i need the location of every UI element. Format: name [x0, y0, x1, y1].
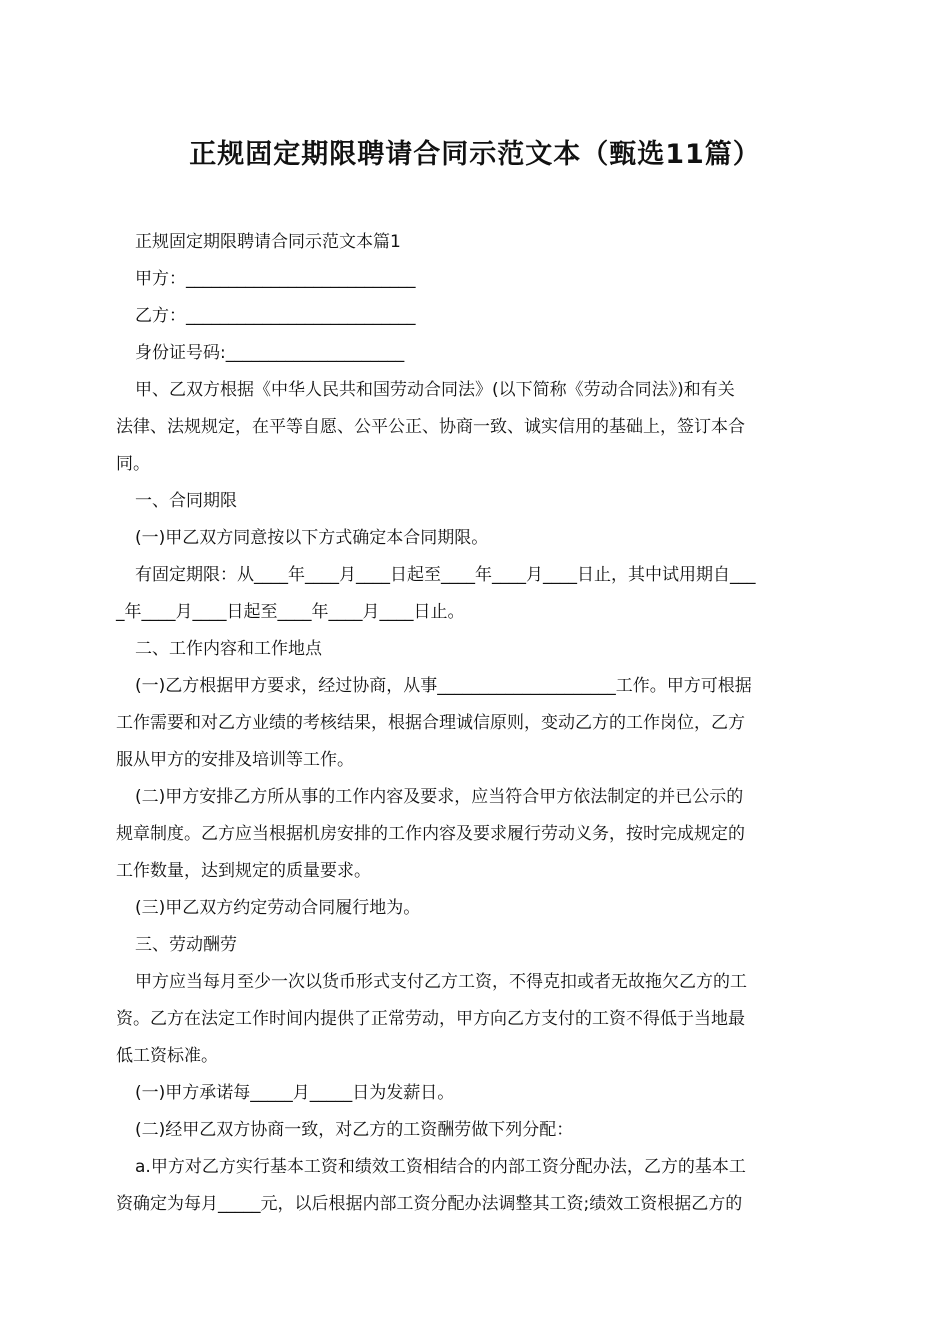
party-b-field: 乙方：___________________________ — [135, 306, 416, 326]
clause-3-2: (二)经甲乙双方协商一致，对乙方的工资酬劳做下列分配： — [135, 1120, 574, 1140]
clause-heading-2: 二、工作内容和工作地点 — [135, 639, 322, 659]
document-title: 正规固定期限聘请合同示范文本（甄选11篇） — [189, 139, 761, 170]
id-number-field: 身份证号码:_____________________ — [135, 343, 405, 363]
clause-3-1: (一)甲方承诺每_____月_____日为发薪日。 — [135, 1083, 455, 1103]
document-body — [116, 224, 836, 1223]
clause-1-1: (一)甲乙双方同意按以下方式确定本合同期限。 — [135, 528, 489, 548]
clause-heading-3: 三、劳动酬劳 — [135, 935, 237, 955]
preamble-paragraph: 甲、乙双方根据《中华人民共和国劳动合同法》(以下简称《劳动合同法》)和有关 法律、法规规定，在平等自愿、公平公正、协商一致、诚实信用的基础上，签订本合 同。 — [116, 380, 745, 474]
clause-3-intro: 甲方应当每月至少一次以货币形式支付乙方工资，不得克扣或者无故拖欠乙方的工 资。乙方在法定工作时间内提供了正常劳动，甲方向乙方支付的工资不得低于当地最 低工资标准。 — [116, 972, 747, 1066]
clause-2-2: (二)甲方安排乙方所从事的工作内容及要求，应当符合甲方依法制定的并已公示的 规章制度。乙方应当根据机房安排的工作内容及要求履行劳动义务，按时完成规定的 工作数量，达到规定的质量要求。 — [116, 787, 745, 881]
fixed-term-paragraph: 有固定期限：从____年____月____日起至____年____月____日止，其中试用期自___ _年____月____日起至____年____月____日止。 — [116, 565, 756, 622]
clause-2-1: (一)乙方根据甲方要求，经过协商，从事_____________________工作。甲方可根据 工作需要和对乙方业绩的考核结果，根据合理诚信原则，变动乙方的工作岗位，乙方 服从甲方的安排及培训等工作。 — [116, 676, 752, 770]
party-a-field: 甲方：___________________________ — [135, 269, 416, 289]
section-heading: 正规固定期限聘请合同示范文本篇1 — [135, 232, 401, 252]
clause-3-2-a: a.甲方对乙方实行基本工资和绩效工资相结合的内部工资分配办法，乙方的基本工 资确定为每月_____元，以后根据内部工资分配办法调整其工资;绩效工资根据乙方的 — [116, 1157, 746, 1214]
clause-heading-1: 一、合同期限 — [135, 491, 237, 511]
clause-2-3: (三)甲乙双方约定劳动合同履行地为。 — [135, 898, 421, 918]
